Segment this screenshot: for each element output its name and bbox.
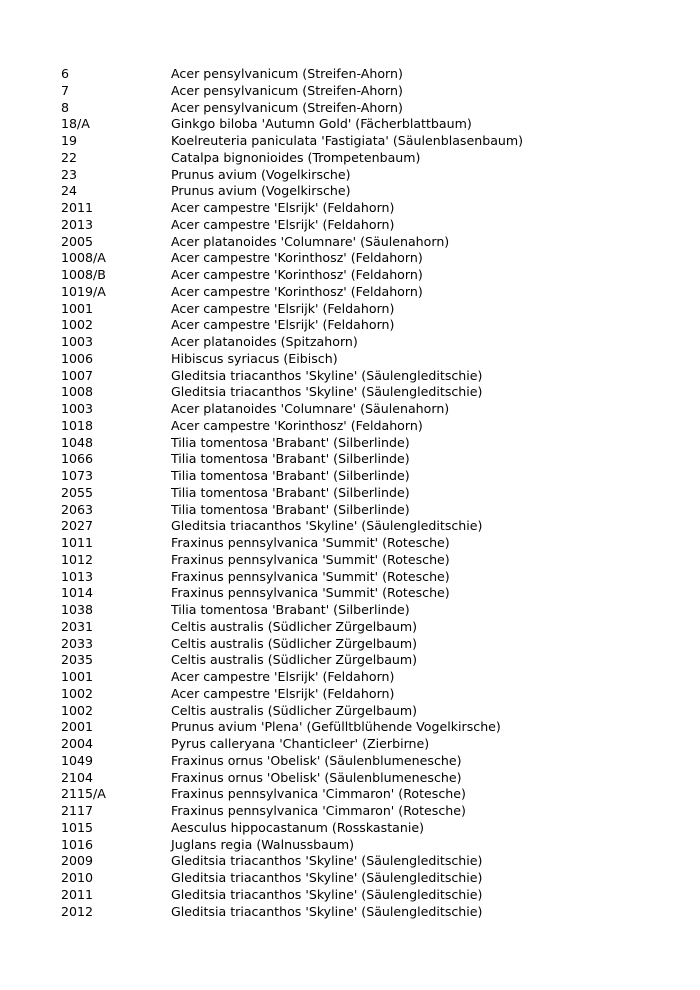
table-row — [61, 267, 523, 284]
table-row — [61, 686, 523, 703]
tree-number: 24 — [61, 183, 78, 199]
tree-species: Acer pensylvanicum (Streifen-Ahorn) — [171, 99, 403, 115]
tree-species: Tilia tomentosa 'Brabant' (Silberlinde) — [171, 451, 410, 467]
table-row — [61, 100, 523, 117]
table-row — [61, 853, 523, 870]
tree-number: 18/A — [61, 116, 90, 132]
tree-number: 2013 — [61, 216, 94, 232]
tree-list — [61, 66, 523, 920]
table-row — [61, 753, 523, 770]
tree-number: 1066 — [61, 451, 94, 467]
tree-species: Celtis australis (Südlicher Zürgelbaum) — [171, 652, 418, 668]
tree-number: 2011 — [61, 886, 94, 902]
tree-species: Gleditsia triacanthos 'Skyline' (Säulengleditschie) — [171, 886, 483, 902]
table-row — [61, 468, 523, 485]
tree-species: Aesculus hippocastanum (Rosskastanie) — [171, 819, 424, 835]
tree-species: Fraxinus pennsylvanica 'Summit' (Rotesche) — [171, 568, 450, 584]
tree-number: 1006 — [61, 350, 94, 366]
tree-species: Celtis australis (Südlicher Zürgelbaum) — [171, 635, 418, 651]
table-row — [61, 636, 523, 653]
table-row — [61, 518, 523, 535]
tree-species: Acer campestre 'Elsrijk' (Feldahorn) — [171, 200, 395, 215]
tree-number: 2004 — [61, 736, 94, 751]
tree-number: 2115/A — [61, 786, 106, 802]
table-row — [61, 502, 523, 519]
tree-species: Catalpa bignonioides (Trompetenbaum) — [171, 149, 421, 165]
table-row — [61, 334, 523, 351]
tree-number: 2055 — [61, 484, 94, 500]
table-row — [61, 250, 523, 267]
table-row — [61, 351, 523, 368]
tree-number: 2031 — [61, 618, 94, 634]
tree-number: 2027 — [61, 518, 94, 534]
tree-number: 1019/A — [61, 283, 106, 299]
tree-species: Acer campestre 'Korinthosz' (Feldahorn) — [171, 417, 423, 433]
tree-species: Celtis australis (Südlicher Zürgelbaum) — [171, 618, 418, 634]
tree-number: 23 — [61, 166, 78, 182]
table-row — [61, 820, 523, 837]
tree-number: 1008/A — [61, 250, 106, 266]
tree-species: Acer platanoides (Spitzahorn) — [171, 334, 358, 349]
tree-species: Tilia tomentosa 'Brabant' (Silberlinde) — [171, 434, 410, 450]
tree-species: Tilia tomentosa 'Brabant' (Silberlinde) — [171, 602, 410, 617]
table-row — [61, 317, 523, 334]
tree-species: Acer campestre 'Korinthosz' (Feldahorn) — [171, 250, 423, 266]
tree-species: Gleditsia triacanthos 'Skyline' (Säulengleditschie) — [171, 367, 483, 383]
tree-number: 2001 — [61, 719, 94, 735]
tree-number: 19 — [61, 133, 78, 148]
tree-number: 1002 — [61, 685, 94, 701]
tree-number: 1016 — [61, 836, 94, 852]
table-row — [61, 401, 523, 418]
tree-number: 2012 — [61, 903, 94, 919]
table-row — [61, 703, 523, 720]
table-row — [61, 602, 523, 619]
table-row — [61, 435, 523, 452]
tree-number: 7 — [61, 82, 70, 98]
table-row — [61, 485, 523, 502]
tree-number: 2009 — [61, 853, 94, 869]
tree-number: 1018 — [61, 417, 94, 433]
tree-species: Acer platanoides 'Columnare' (Säulenahorn) — [171, 233, 450, 249]
tree-species: Gleditsia triacanthos 'Skyline' (Säulengleditschie) — [171, 870, 483, 885]
tree-species: Fraxinus pennsylvanica 'Cimmaron' (Rotesche) — [171, 803, 466, 818]
tree-species: Acer campestre 'Elsrijk' (Feldahorn) — [171, 317, 395, 333]
tree-species: Celtis australis (Südlicher Zürgelbaum) — [171, 702, 418, 718]
tree-species: Hibiscus syriacus (Eibisch) — [171, 350, 338, 366]
table-row — [61, 150, 523, 167]
tree-species: Prunus avium (Vogelkirsche) — [171, 166, 351, 182]
tree-species: Acer campestre 'Korinthosz' (Feldahorn) — [171, 267, 423, 282]
table-row — [61, 301, 523, 318]
table-row — [61, 552, 523, 569]
tree-species: Fraxinus ornus 'Obelisk' (Säulenblumenesche) — [171, 769, 462, 785]
tree-species: Tilia tomentosa 'Brabant' (Silberlinde) — [171, 501, 410, 517]
table-row — [61, 384, 523, 401]
table-row — [61, 619, 523, 636]
tree-number: 2104 — [61, 769, 94, 785]
table-row — [61, 234, 523, 251]
tree-species: Gleditsia triacanthos 'Skyline' (Säulengleditschie) — [171, 384, 483, 400]
tree-species: Acer campestre 'Elsrijk' (Feldahorn) — [171, 300, 395, 316]
tree-species: Acer pensylvanicum (Streifen-Ahorn) — [171, 82, 403, 98]
tree-number: 1007 — [61, 367, 94, 383]
tree-number: 1049 — [61, 752, 94, 768]
table-row — [61, 669, 523, 686]
tree-species: Fraxinus pennsylvanica 'Cimmaron' (Rotesche) — [171, 786, 466, 802]
tree-number: 1012 — [61, 551, 94, 567]
tree-species: Acer campestre 'Korinthosz' (Feldahorn) — [171, 283, 423, 299]
table-row — [61, 418, 523, 435]
table-row — [61, 116, 523, 133]
table-row — [61, 535, 523, 552]
tree-number: 1011 — [61, 535, 94, 550]
tree-species: Prunus avium 'Plena' (Gefülltblühende Vogelkirsche) — [171, 719, 501, 735]
table-row — [61, 736, 523, 753]
tree-species: Fraxinus pennsylvanica 'Summit' (Rotesche) — [171, 585, 450, 601]
tree-number: 1038 — [61, 602, 94, 617]
tree-number: 1003 — [61, 401, 94, 416]
table-row — [61, 133, 523, 150]
tree-species: Fraxinus pennsylvanica 'Summit' (Rotesche) — [171, 551, 450, 567]
tree-number: 1001 — [61, 669, 94, 684]
tree-species: Gleditsia triacanthos 'Skyline' (Säulengleditschie) — [171, 518, 483, 534]
tree-species: Juglans regia (Walnussbaum) — [171, 836, 355, 852]
tree-number: 2117 — [61, 803, 94, 818]
table-row — [61, 284, 523, 301]
table-row — [61, 569, 523, 586]
tree-number: 2033 — [61, 635, 94, 651]
tree-number: 8 — [61, 99, 70, 115]
tree-number: 2035 — [61, 652, 94, 668]
table-row — [61, 837, 523, 854]
table-row — [61, 786, 523, 803]
tree-number: 22 — [61, 149, 78, 165]
tree-species: Tilia tomentosa 'Brabant' (Silberlinde) — [171, 468, 410, 483]
tree-number: 1002 — [61, 317, 94, 333]
tree-number: 2011 — [61, 200, 94, 215]
table-row — [61, 870, 523, 887]
tree-species: Acer campestre 'Elsrijk' (Feldahorn) — [171, 669, 395, 684]
tree-number: 1048 — [61, 434, 94, 450]
tree-number: 2010 — [61, 870, 94, 885]
tree-number: 2005 — [61, 233, 94, 249]
tree-species: Gleditsia triacanthos 'Skyline' (Säulengleditschie) — [171, 903, 483, 919]
tree-species: Acer pensylvanicum (Streifen-Ahorn) — [171, 66, 403, 81]
table-row — [61, 904, 523, 921]
table-row — [61, 887, 523, 904]
tree-species: Acer campestre 'Elsrijk' (Feldahorn) — [171, 216, 395, 232]
table-row — [61, 183, 523, 200]
tree-species: Fraxinus pennsylvanica 'Summit' (Rotesche) — [171, 535, 450, 550]
table-row — [61, 585, 523, 602]
table-row — [61, 803, 523, 820]
table-row — [61, 217, 523, 234]
tree-species: Prunus avium (Vogelkirsche) — [171, 183, 351, 199]
tree-number: 1001 — [61, 300, 94, 316]
table-row — [61, 652, 523, 669]
tree-number: 1015 — [61, 819, 94, 835]
tree-number: 1008 — [61, 384, 94, 400]
tree-number: 1008/B — [61, 267, 106, 282]
tree-number: 1013 — [61, 568, 94, 584]
table-row — [61, 167, 523, 184]
tree-number: 1002 — [61, 702, 94, 718]
tree-species: Ginkgo biloba 'Autumn Gold' (Fächerblattbaum) — [171, 116, 472, 132]
table-row — [61, 83, 523, 100]
tree-number: 1014 — [61, 585, 94, 601]
table-row — [61, 719, 523, 736]
table-row — [61, 770, 523, 787]
table-row — [61, 66, 523, 83]
tree-number: 2063 — [61, 501, 94, 517]
tree-number: 6 — [61, 66, 70, 81]
tree-number: 1003 — [61, 334, 94, 349]
tree-species: Gleditsia triacanthos 'Skyline' (Säulengleditschie) — [171, 853, 483, 869]
tree-species: Tilia tomentosa 'Brabant' (Silberlinde) — [171, 484, 410, 500]
tree-species: Fraxinus ornus 'Obelisk' (Säulenblumenesche) — [171, 752, 462, 768]
tree-species: Koelreuteria paniculata 'Fastigiata' (Säulenblasenbaum) — [171, 133, 524, 148]
tree-species: Acer platanoides 'Columnare' (Säulenahorn) — [171, 401, 450, 416]
tree-species: Pyrus calleryana 'Chanticleer' (Zierbirne) — [171, 736, 430, 751]
table-row — [61, 200, 523, 217]
table-row — [61, 368, 523, 385]
table-row — [61, 451, 523, 468]
tree-number: 1073 — [61, 468, 94, 483]
tree-species: Acer campestre 'Elsrijk' (Feldahorn) — [171, 685, 395, 701]
